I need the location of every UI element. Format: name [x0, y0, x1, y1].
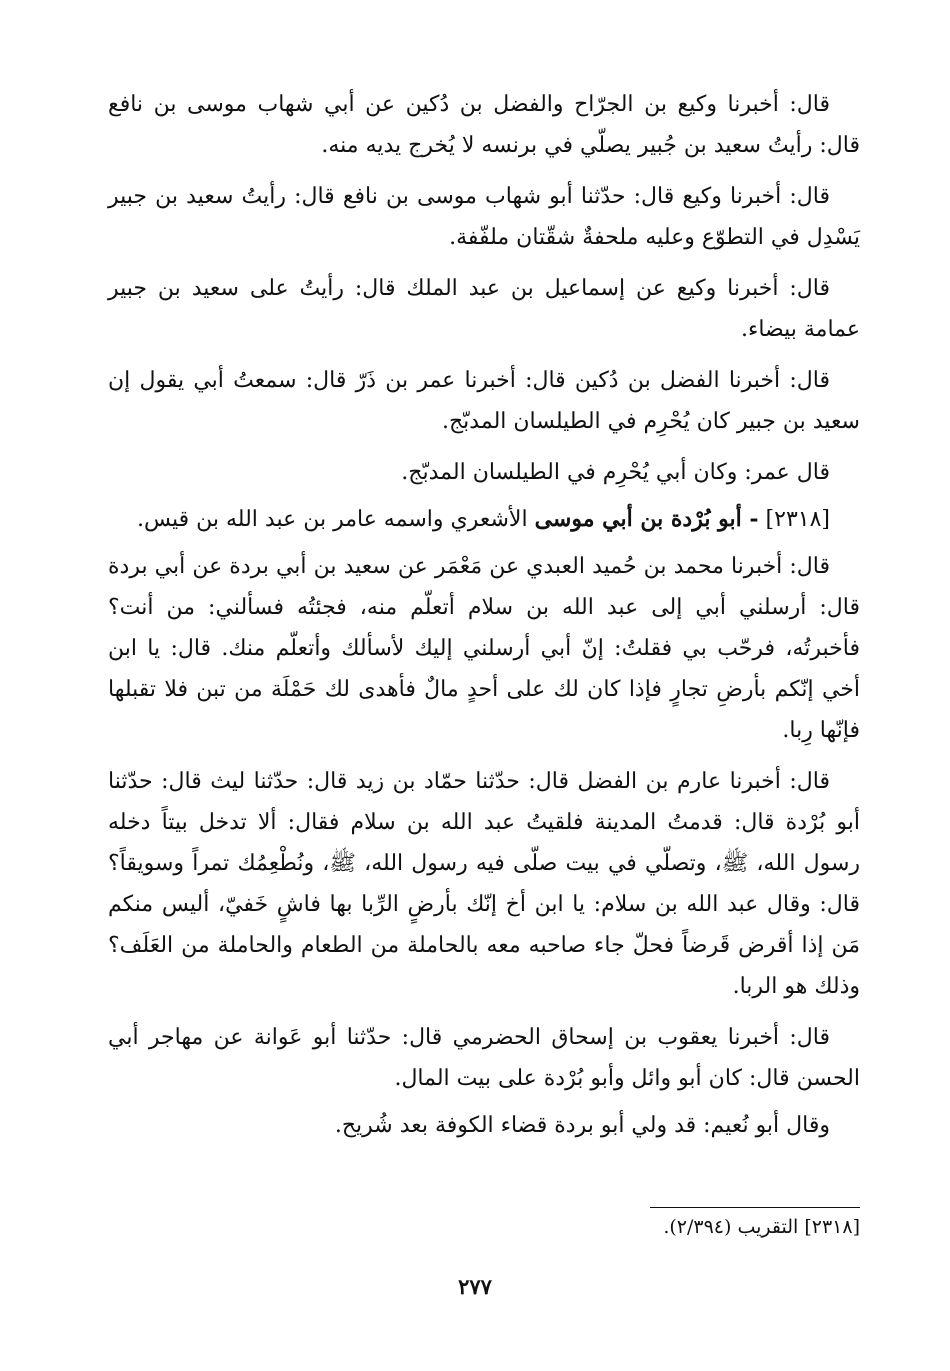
paragraph-5: قال عمر: وكان أبي يُحْرِم في الطيلسان المدبّج. [401, 460, 830, 485]
paragraph-4: قال: أخبرنا الفضل بن دُكين قال: أخبرنا عمر بن ذَرّ قال: سمعتُ أبي يقول إن سعيد بن جبير كان يُحْرِم في الطيلسان المدبّج. [108, 368, 860, 434]
paragraph-7: قال: أخبرنا عارم بن الفضل قال: حدّثنا حمّاد بن زيد قال: حدّثنا ليث قال: حدّثنا أبو بُرْدة قال: قدمتُ المدينة فلقيتُ عبد الله بن سلام فقال: ألا تدخل بيتاً دخله رسول الله، ﷺ، وتصلّي في بيت صلّى فيه رسول الله، ﷺ، ونُطْعِمُك تمراً وسويقاً؟ قال: وقال عبد الله بن سلام: يا ابن أخ إنّك بأرضٍ الرِّبا بها فاشٍ خَفيّ، أليس منكم مَن إذا أقرض قَرضاً فحلّ جاء صاحبه معه بالحاملة من الطعام والحاملة من العَلَف؟ وذلك هو الربا. [108, 769, 860, 999]
page-number: ٢٧٧ [458, 1274, 492, 1299]
entry-heading-line [108, 499, 860, 540]
entry-number: [٢٣١٨] [765, 507, 830, 532]
entry-name: - أبو بُرْدة بن أبي موسى [534, 506, 759, 532]
paragraph-2: قال: أخبرنا وكيع قال: حدّثنا أبو شهاب موسى بن نافع قال: رأيتُ سعيد بن جبير يَسْدِل في التطوّع وعليه ملحفةٌ شقّتان ملفّفة. [108, 184, 860, 250]
footnote-divider [650, 1207, 860, 1208]
paragraph-6: قال: أخبرنا محمد بن حُميد العبدي عن مَعْمَر عن سعيد بن أبي بردة عن أبي بردة قال: أرسلني أبي إلى عبد الله بن سلام أتعلّم منه، فجئتُه فسألني: من أنت؟ فأخبرتُه، فرحّب بي فقلتُ: إنّ أبي أرسلني إليك لأسألك وأتعلّم منك. قال: يا ابن أخي إنّكم بأرضِ تجارٍ فإذا كان لك على أحدٍ مالٌ فأهدى لك حَمْلَة من تبن فلا تقبلها فإنّها رِبا. [108, 554, 860, 743]
paragraph-9: وقال أبو نُعيم: قد ولي أبو بردة قضاء الكوفة بعد شُريح. [334, 1113, 830, 1138]
paragraph-3: قال: أخبرنا وكيع عن إسماعيل بن عبد الملك قال: رأيتُ على سعيد بن جبير عمامة بيضاء. [108, 276, 860, 342]
footnote: [٢٣١٨] التقريب (٢/٣٩٤). [663, 1216, 860, 1238]
paragraph-8: قال: أخبرنا يعقوب بن إسحاق الحضرمي قال: حدّثنا أبو عَوانة عن مهاجر أبي الحسن قال: كان أبو وائل وأبو بُرْدة على بيت المال. [108, 1025, 860, 1091]
main-text [108, 84, 860, 1156]
entry-description: الأشعري واسمه عامر بن عبد الله بن قيس. [136, 507, 528, 532]
paragraph-1: قال: أخبرنا وكيع بن الجرّاح والفضل بن دُكين عن أبي شهاب موسى بن نافع قال: رأيتُ سعيد بن جُبير يصلّي في برنسه لا يُخرج يديه منه. [108, 92, 860, 158]
